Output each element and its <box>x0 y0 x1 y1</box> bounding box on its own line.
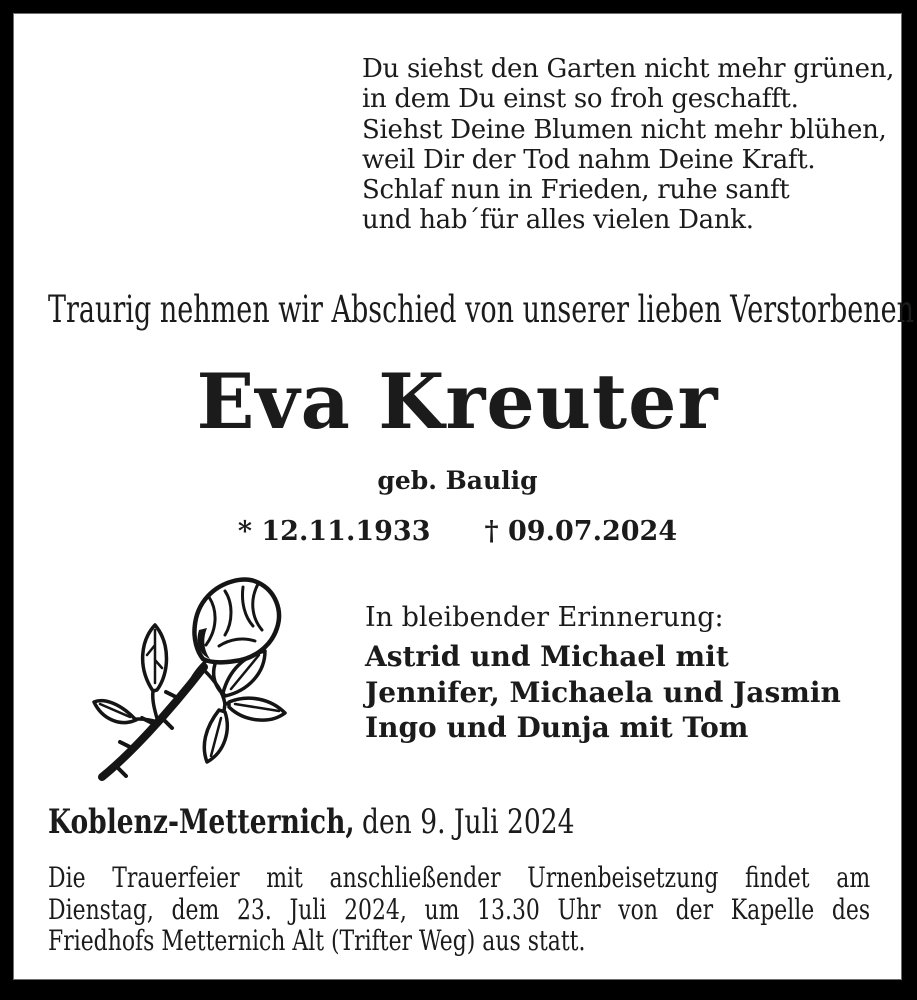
poem-line: in dem Du einst so froh geschafft. <box>362 84 799 115</box>
poem-line: Du siehst den Garten nicht mehr grünen, <box>362 54 895 84</box>
poem-line: weil Dir der Tod nahm Deine Kraft. <box>362 144 816 175</box>
obituary-card <box>13 13 915 980</box>
mourner-line: Jennifer, Michaela und Jasmin <box>365 675 841 709</box>
life-dates <box>14 516 901 547</box>
mourners-list <box>365 639 841 746</box>
birth-date: * 12.11.1933 <box>237 516 431 547</box>
poem-line: Schlaf nun in Frieden, ruhe sanft <box>362 175 790 206</box>
maiden-name: geb. Baulig <box>377 466 538 495</box>
deceased-name: Eva Kreuter <box>196 357 719 446</box>
place: Koblenz-Metternich, <box>48 802 355 842</box>
notice-line: Friedhofs Metternich Alt (Trifter Weg) aus statt. <box>48 924 586 957</box>
funeral-notice <box>48 862 870 957</box>
place-date-line <box>48 802 723 842</box>
memorial-poem <box>362 54 894 236</box>
notice-line: Dienstag, dem 23. Juli 2024, um 13.30 Uhr von der Kapelle des <box>48 892 871 926</box>
poem-line: und hab´für alles vielen Dank. <box>362 205 754 236</box>
mourner-line: Ingo und Dunja mit Tom <box>365 711 749 744</box>
notice-line: Die Trauerfeier mit anschließender Urnenbeisetzung findet am <box>48 861 871 894</box>
farewell-intro-line: Traurig nehmen wir Abschied von unserer lieben Verstorbenen <box>48 288 915 331</box>
remembrance-label: In bleibender Erinnerung: <box>365 602 724 633</box>
date: den 9. Juli 2024 <box>362 802 575 842</box>
rose-illustration <box>92 570 292 790</box>
death-date: † 09.07.2024 <box>484 516 678 547</box>
poem-line: Siehst Deine Blumen nicht mehr blühen, <box>362 114 887 145</box>
mourner-line: Astrid und Michael mit <box>365 640 729 673</box>
